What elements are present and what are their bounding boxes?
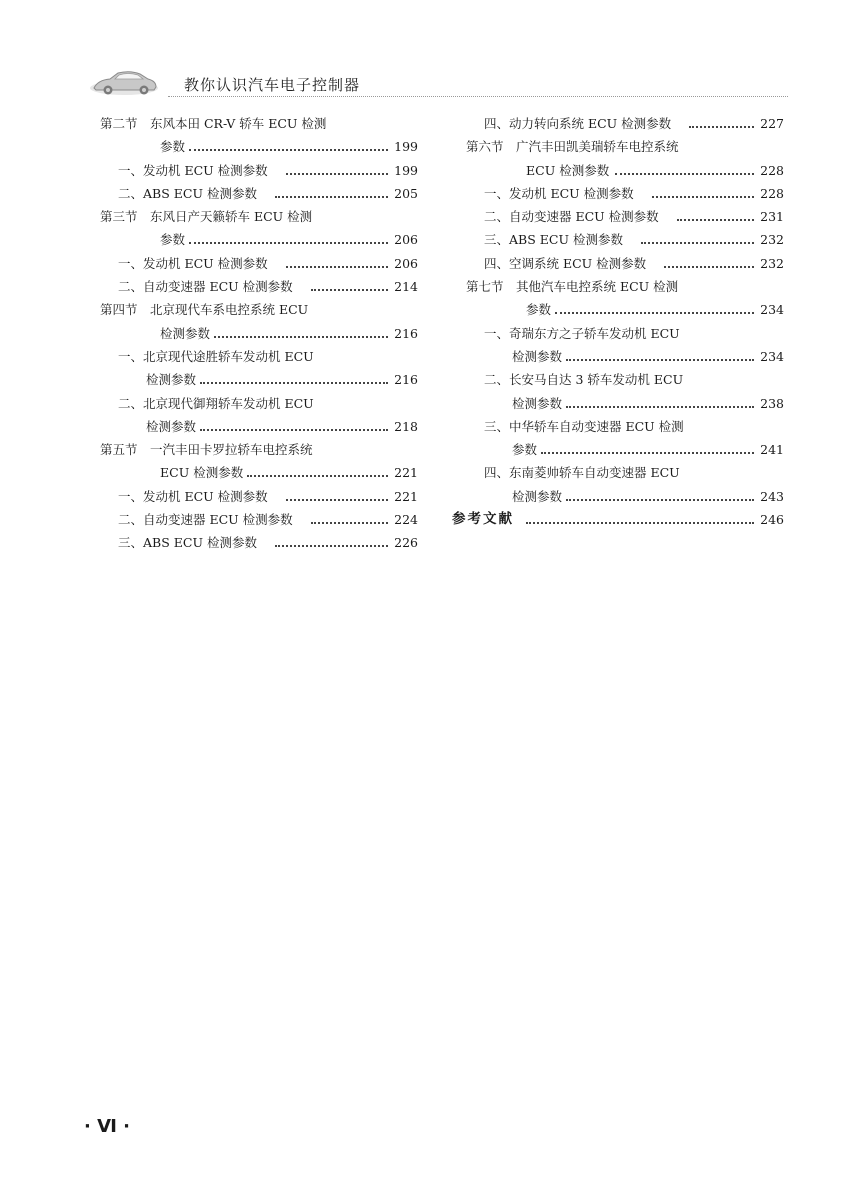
toc-entry (466, 485, 784, 508)
toc-entry-label: 一、北京现代途胜轿车发动机 ECU (118, 348, 314, 364)
toc-entry-page: 214 (394, 279, 418, 295)
dot-leader (247, 475, 388, 477)
toc-entry (466, 298, 784, 321)
car-logo-icon (88, 68, 160, 96)
toc-entry-page: 216 (394, 372, 418, 388)
toc-entry (466, 228, 784, 251)
toc-entry (466, 135, 784, 158)
toc-entry-label: 一、发动机 ECU 检测参数 (118, 488, 268, 504)
toc-entry-label: 一、奇瑞东方之子轿车发动机 ECU (484, 325, 680, 341)
toc-entry-page: 232 (760, 255, 784, 271)
running-header (88, 66, 788, 100)
page-folio: · Ⅵ · (84, 1116, 130, 1137)
toc-entry-label: 检测参数 (146, 418, 197, 434)
toc-entry-label: 二、北京现代御翔轿车发动机 ECU (118, 395, 314, 411)
toc-entry-label: 四、东南菱帅轿车自动变速器 ECU (484, 465, 680, 481)
toc-entry (100, 508, 418, 531)
toc-entry-label: 参数 (512, 442, 538, 458)
toc-entry (100, 182, 418, 205)
toc-entry-page: 199 (394, 139, 418, 155)
toc-entry-page: 227 (760, 116, 784, 131)
toc-entry-label: 第七节 其他汽车电控系统 ECU 检测 (466, 279, 679, 295)
dot-leader (566, 359, 754, 361)
dot-leader (526, 522, 754, 524)
toc-entry (452, 508, 784, 531)
dot-leader (214, 336, 388, 338)
dot-leader (555, 312, 754, 314)
toc-entry-label: 参数 (526, 302, 552, 318)
toc-entry-page: 234 (760, 302, 784, 318)
toc-entry-label: 三、ABS ECU 检测参数 (118, 535, 257, 551)
toc-entry-page: 205 (394, 185, 418, 201)
toc-entry-page: 206 (394, 232, 418, 248)
toc-entry-page: 232 (760, 232, 784, 248)
dot-leader (566, 406, 754, 408)
toc-entry-label: 四、空调系统 ECU 检测参数 (484, 255, 647, 271)
toc-entry-label: 检测参数 (160, 325, 211, 341)
toc-entry (100, 298, 418, 321)
dot-leader (189, 242, 388, 244)
toc-entry (466, 182, 784, 205)
toc-column-left (100, 112, 418, 555)
header-rule (168, 96, 788, 97)
toc-entry (466, 461, 784, 484)
toc-entry-page: 216 (394, 325, 418, 341)
toc-entry (100, 205, 418, 228)
dot-leader (541, 452, 754, 454)
toc-entry (466, 159, 784, 182)
toc-entry-label: 参数 (160, 232, 186, 248)
toc-entry-label: 检测参数 (146, 372, 197, 388)
toc-entry-page: 199 (394, 162, 418, 178)
dot-leader (275, 545, 388, 547)
toc-entry-label: ECU 检测参数 (526, 162, 610, 178)
toc-entry-page: 221 (394, 465, 418, 481)
toc-entry-page: 224 (394, 512, 418, 528)
toc-entry-label: ECU 检测参数 (160, 465, 244, 481)
toc-entry-label: 四、动力转向系统 ECU 检测参数 (484, 116, 672, 131)
toc-entry (100, 461, 418, 484)
toc-entry (100, 415, 418, 438)
dot-leader (664, 266, 754, 268)
toc-entry-label: 参考文献 (452, 511, 514, 528)
toc-entry (100, 438, 418, 461)
dot-leader (275, 196, 388, 198)
dot-leader (286, 266, 388, 268)
toc-entry (100, 275, 418, 298)
toc-entry (100, 135, 418, 158)
dot-leader (652, 196, 754, 198)
toc-entry-label: 第二节 东风本田 CR-V 轿车 ECU 检测 (100, 116, 327, 131)
toc-entry-label: 二、自动变速器 ECU 检测参数 (118, 279, 293, 295)
toc-entry-label: 一、发动机 ECU 检测参数 (484, 185, 634, 201)
toc-entry-label: 检测参数 (512, 348, 563, 364)
toc-entry-page: 238 (760, 395, 784, 411)
toc-entry (100, 368, 418, 391)
toc-entry (466, 205, 784, 228)
toc-entry (466, 392, 784, 415)
toc-entry-label: 三、中华轿车自动变速器 ECU 检测 (484, 418, 684, 434)
dot-leader (286, 173, 388, 175)
dot-leader (641, 242, 754, 244)
dot-leader (615, 173, 754, 175)
dot-leader (311, 522, 388, 524)
dot-leader (286, 499, 388, 501)
toc-entry (100, 345, 418, 368)
toc-entry-page: 231 (760, 209, 784, 225)
toc-entry (100, 252, 418, 275)
toc-entry (100, 531, 418, 554)
toc-entry-label: 一、发动机 ECU 检测参数 (118, 162, 268, 178)
toc-entry-page: 234 (760, 348, 784, 364)
toc-entry (466, 322, 784, 345)
toc-entry-label: 第三节 东风日产天籁轿车 ECU 检测 (100, 209, 313, 225)
toc-entry-label: 参数 (160, 139, 186, 155)
toc-entry-page: 228 (760, 185, 784, 201)
toc-entry-label: 二、长安马自达 3 轿车发动机 ECU (484, 372, 684, 388)
toc-entry (100, 228, 418, 251)
toc-entry (100, 112, 418, 135)
toc-entry-page: 221 (394, 488, 418, 504)
dot-leader (677, 219, 754, 221)
toc-entry (466, 368, 784, 391)
toc-entry-page: 241 (760, 442, 784, 458)
toc-entry-page: 206 (394, 255, 418, 271)
toc-entry (466, 345, 784, 368)
toc-entry-page: 243 (760, 488, 784, 504)
toc-entry-label: 三、ABS ECU 检测参数 (484, 232, 623, 248)
toc-entry (466, 112, 784, 135)
toc-column-right (452, 112, 784, 531)
book-title: 教你认识汽车电子控制器 (184, 76, 361, 94)
toc-entry-label: 二、自动变速器 ECU 检测参数 (484, 209, 659, 225)
toc-entry (100, 392, 418, 415)
toc-entry (466, 438, 784, 461)
toc-entry (466, 275, 784, 298)
toc-entry-page: 228 (760, 162, 784, 178)
dot-leader (311, 289, 388, 291)
toc-entry-label: 二、ABS ECU 检测参数 (118, 185, 257, 201)
toc-entry-page: 246 (760, 512, 784, 528)
dot-leader (200, 382, 388, 384)
toc-entry-label: 二、自动变速器 ECU 检测参数 (118, 512, 293, 528)
toc-entry-page: 218 (394, 418, 418, 434)
toc-entry (100, 322, 418, 345)
toc-entry-label: 检测参数 (512, 395, 563, 411)
toc-entry (100, 159, 418, 182)
toc-entry-page: 226 (394, 535, 418, 551)
toc-entry (466, 415, 784, 438)
toc-entry (466, 252, 784, 275)
toc-entry-label: 第六节 广汽丰田凯美瑞轿车电控系统 (466, 139, 679, 155)
toc-entry-label: 第四节 北京现代车系电控系统 ECU (100, 302, 309, 318)
toc-entry-label: 一、发动机 ECU 检测参数 (118, 255, 268, 271)
dot-leader (189, 149, 388, 151)
dot-leader (566, 499, 754, 501)
dot-leader (200, 429, 388, 431)
toc-entry-label: 第五节 一汽丰田卡罗拉轿车电控系统 (100, 442, 313, 458)
dot-leader (689, 126, 754, 128)
toc-entry-label: 检测参数 (512, 488, 563, 504)
toc-entry (100, 485, 418, 508)
